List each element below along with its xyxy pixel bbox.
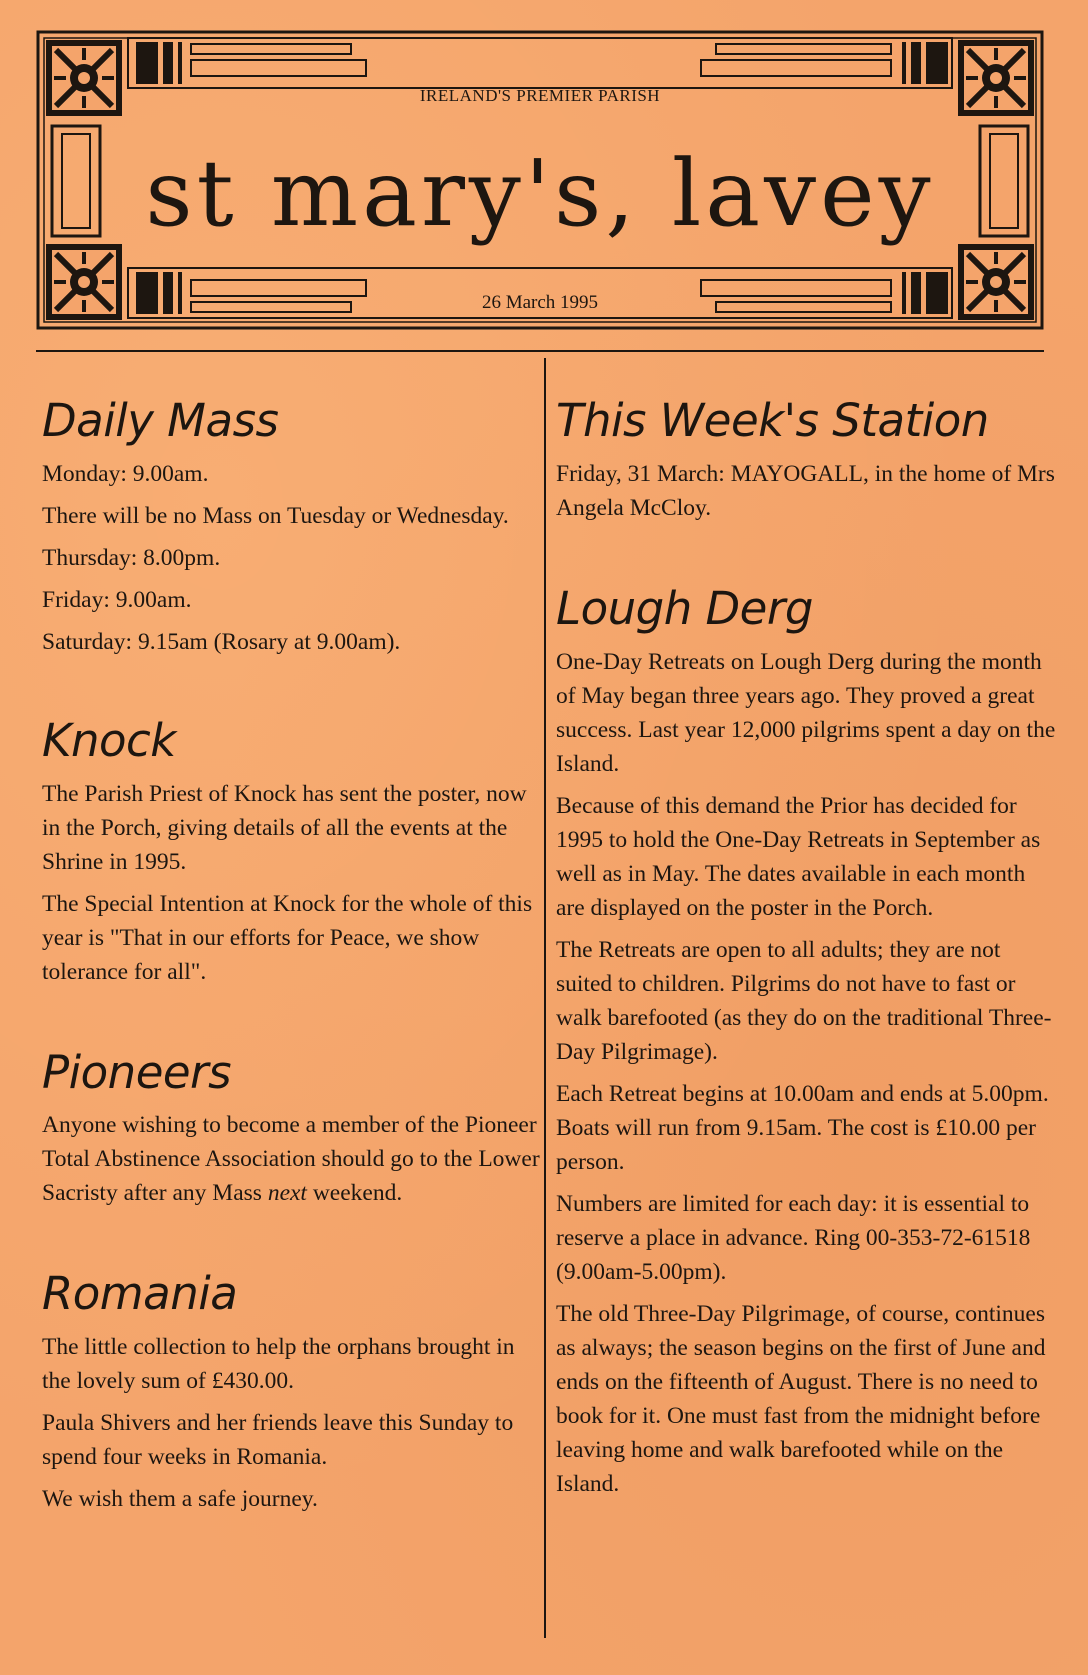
- paragraph: Numbers are limited for each day: it is essential to reserve a place in advance. Ring 00-353-72-61518 (9.00am-5.00pm).: [556, 1190, 1031, 1285]
- paragraph: [42, 1108, 542, 1210]
- paragraph: Paula Shivers and her friends leave this Sunday to spend four weeks in Romania.: [42, 1410, 514, 1470]
- masthead: [36, 30, 1044, 330]
- mass-line: Monday: 9.00am.: [42, 460, 209, 487]
- mass-line: Thursday: 8.00pm.: [42, 544, 221, 571]
- paragraph: We wish them a safe journey.: [42, 1486, 318, 1512]
- section-title: Daily Mass: [42, 394, 279, 447]
- paragraph: Friday, 31 March: MAYOGALL, in the home of Mrs Angela McCloy.: [556, 460, 1055, 521]
- paragraph: The Special Intention at Knock for the whole of this year is "That in our efforts for Peace, we show tolerance for all".: [42, 890, 533, 985]
- section-lough-derg: [556, 583, 1056, 1501]
- paragraph: The little collection to help the orphans brought in the lovely sum of £430.00.: [42, 1334, 515, 1394]
- section-title: Pioneers: [42, 1045, 232, 1099]
- mass-line: Saturday: 9.15am (Rosary at 9.00am).: [42, 628, 401, 655]
- paragraph: Each Retreat begins at 10.00am and ends at 5.00pm. Boats will run from 9.15am. The cost is £10.00 per person.: [556, 1080, 1049, 1175]
- section-romania: [42, 1268, 542, 1516]
- mass-line: Friday: 9.00am.: [42, 586, 192, 613]
- header-rule: [36, 350, 1044, 352]
- paragraph: One-Day Retreats on Lough Derg during the month of May began three years ago. They proved a great success. Last year 12,000 pilgrims spent a day on the Island.: [556, 648, 1056, 777]
- section-station: [556, 395, 1056, 525]
- right-column: [556, 395, 1056, 1509]
- section-daily-mass: [42, 395, 542, 659]
- text-segment: Anyone wishing to become a member of the Pioneer Total Abstinence Association should go to the Lower Sacristy after any Mass: [42, 1112, 540, 1207]
- section-title: Lough Derg: [556, 581, 813, 635]
- paragraph: The Parish Priest of Knock has sent the poster, now in the Porch, giving details of all the events at the Shrine in 1995.: [42, 780, 527, 875]
- emphasis-text: next: [267, 1180, 307, 1207]
- column-divider: [544, 358, 546, 1638]
- section-title: This Week's Station: [556, 394, 989, 447]
- text-segment: weekend.: [306, 1180, 403, 1207]
- issue-date: 26 March 1995: [481, 292, 599, 313]
- section-title: Romania: [42, 1267, 238, 1321]
- paragraph: Because of this demand the Prior has decided for 1995 to hold the One-Day Retreats in September as well as in May. The dates available in each month are displayed on the poster in the Porch.: [556, 792, 1041, 921]
- section-pioneers: [42, 1047, 542, 1211]
- section-knock: [42, 715, 542, 989]
- paragraph: The old Three-Day Pilgrimage, of course, continues as always; the season begins on the first of June and ends on the fifteenth of August. There is no need to book for it. One must fast from the midnight before leaving home and walk barefooted while on the Island.: [556, 1300, 1046, 1497]
- masthead-tagline: IRELAND'S PREMIER PARISH: [419, 86, 661, 105]
- mass-line: There will be no Mass on Tuesday or Wednesday.: [42, 502, 509, 529]
- left-column: [42, 395, 542, 1524]
- paragraph: The Retreats are open to all adults; they are not suited to children. Pilgrims do not have to fast or walk barefooted (as they do on the traditional Three-Day Pilgrimage).: [556, 936, 1052, 1065]
- masthead-title: st mary's, lavey: [145, 140, 935, 247]
- top-border-band: [128, 38, 952, 88]
- section-title: Knock: [42, 713, 176, 767]
